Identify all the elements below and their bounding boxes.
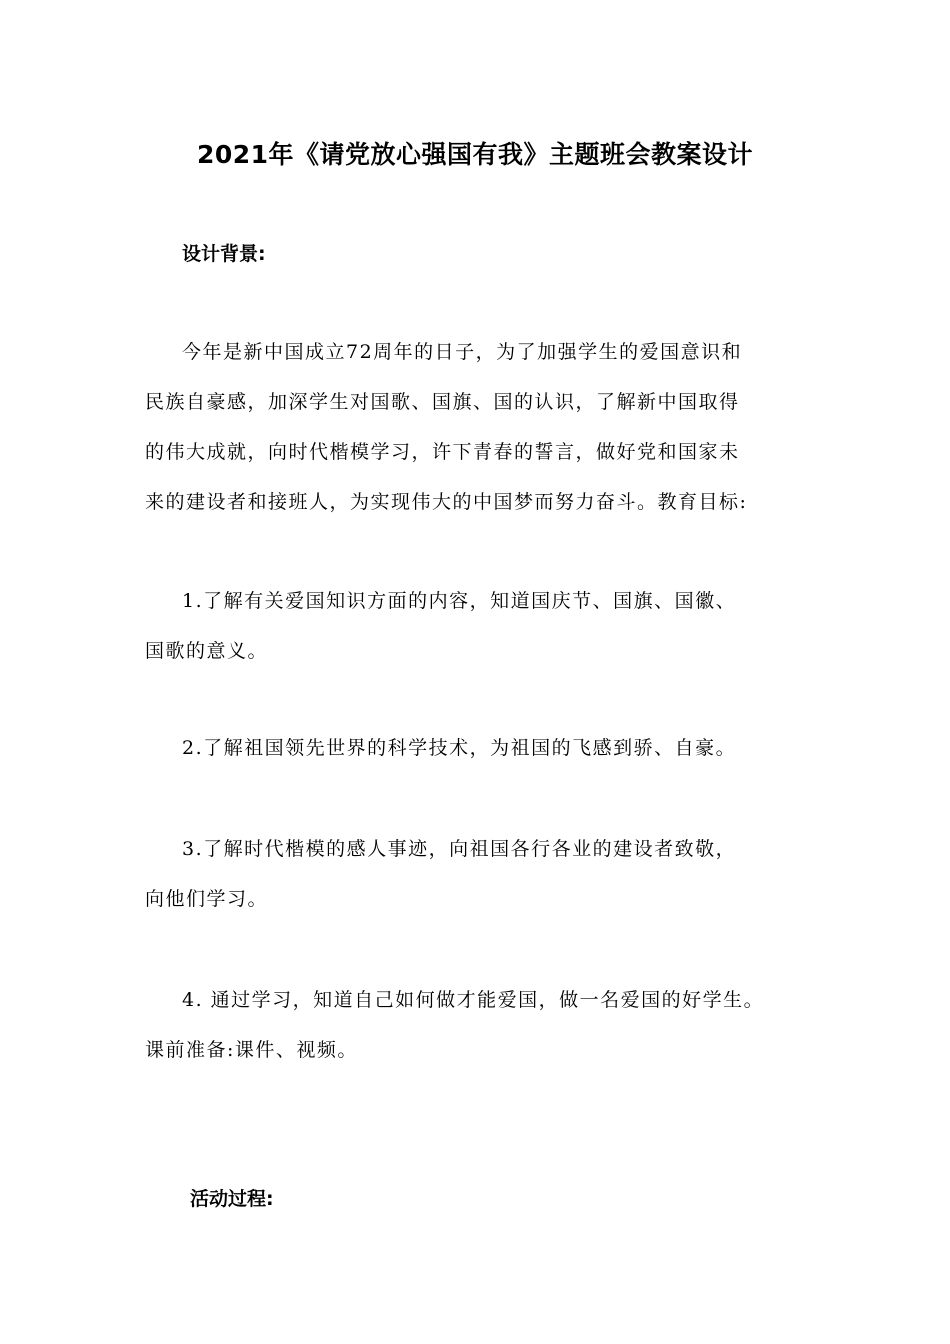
paragraph-line: 的伟大成就，向时代楷模学习，许下青春的誓言，做好党和国家未: [145, 441, 740, 463]
intro-paragraph: [145, 327, 825, 527]
paragraph-line: 课前准备:课件、视频。: [145, 1039, 358, 1061]
paragraph-line: 国歌的意义。: [145, 640, 269, 662]
paragraph-line: 民族自豪感，加深学生对国歌、国旗、国的认识，了解新中国取得: [145, 391, 740, 413]
document-title: 2021年《请党放心强国有我》主题班会教案设计: [196, 140, 754, 169]
paragraph-line: 来的建设者和接班人，为实现伟大的中国梦而努力奋斗。教育目标:: [145, 491, 748, 513]
paragraph-line: 4. 通过学习，知道自己如何做才能爱国，做一名爱国的好学生。: [182, 989, 765, 1011]
paragraph-line: 向他们学习。: [145, 888, 269, 910]
section-heading-background: 设计背景:: [182, 243, 266, 265]
goal-3-paragraph: [145, 824, 825, 924]
paragraph-line: 3.了解时代楷模的感人事迹，向祖国各行各业的建设者致敬，: [182, 838, 737, 860]
section-heading-process: 活动过程:: [190, 1188, 274, 1210]
paragraph-line: 2.了解祖国领先世界的科学技术，为祖国的飞感到骄、自豪。: [182, 737, 737, 759]
paragraph-line: 今年是新中国成立72周年的日子，为了加强学生的爱国意识和: [182, 341, 743, 363]
paragraph-line: 1.了解有关爱国知识方面的内容，知道国庆节、国旗、国徽、: [182, 590, 737, 612]
goal-2-paragraph: [145, 723, 825, 773]
goal-4-paragraph: [145, 975, 825, 1075]
goal-1-paragraph: [145, 576, 825, 676]
